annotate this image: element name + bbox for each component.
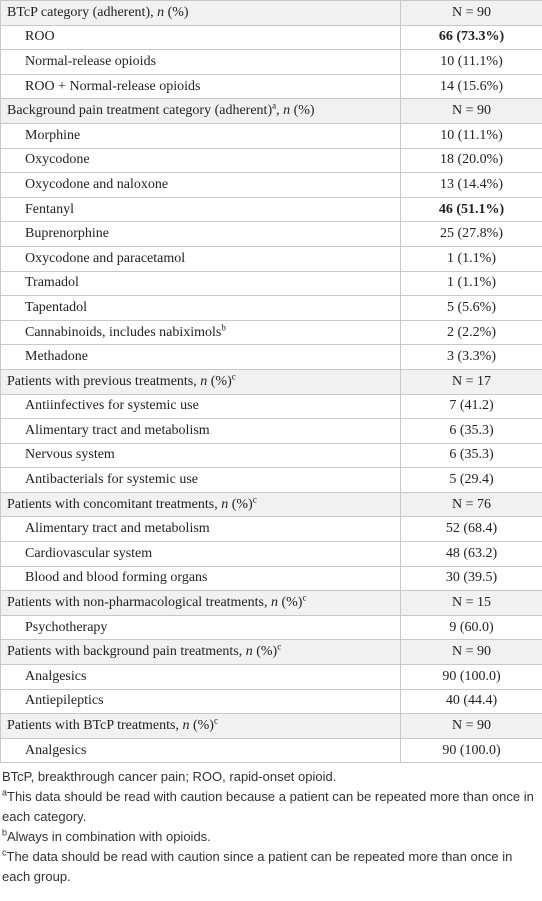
footnote-a-text: This data should be read with caution because a patient can be repeated more than once in each category. [2, 789, 534, 825]
section-label-cell [1, 492, 401, 517]
footnote-marker: a [272, 100, 277, 111]
row-label-cell [1, 50, 401, 75]
cell-value: N = 90 [451, 644, 491, 660]
row-value-cell [401, 50, 542, 75]
row-label-cell [1, 615, 401, 640]
row-label-cell [1, 320, 401, 345]
cell-value: 90 (100.0) [442, 742, 501, 758]
cell-value: 5 (29.4) [449, 472, 494, 488]
row-label-cell [1, 566, 401, 591]
row-label-cell [1, 665, 401, 690]
cell-value: 18 (20.0%) [440, 152, 503, 168]
cell-value: N = 90 [451, 718, 491, 734]
cell-value: N = 17 [451, 373, 491, 389]
row-value-cell [401, 517, 542, 542]
section-label-text: , [276, 103, 284, 119]
table-row [1, 50, 542, 75]
row-value-cell [401, 345, 542, 370]
table-row [1, 419, 542, 444]
section-label-text: Background pain treatment category (adherent) [7, 103, 273, 119]
table-row [1, 173, 542, 198]
cell-value: 6 (35.3) [449, 447, 494, 463]
footnote-marker: c [252, 494, 257, 505]
section-label-text: (%) [252, 644, 278, 660]
section-label-cell [1, 1, 401, 26]
cell-value: 13 (14.4%) [440, 176, 503, 192]
row-label-cell [1, 394, 401, 419]
table-row [1, 296, 542, 321]
row-label-cell [1, 542, 401, 567]
row-value-cell [401, 320, 542, 345]
section-total-cell [401, 369, 542, 394]
row-value-cell [401, 542, 542, 567]
row-label-cell [1, 197, 401, 222]
row-value-cell [401, 419, 542, 444]
cell-value: N = 90 [451, 4, 491, 20]
cell-value: N = 15 [451, 595, 491, 611]
row-label-text: Oxycodone [25, 152, 90, 168]
section-label-cell [1, 640, 401, 665]
row-label-text: Blood and blood forming organs [25, 570, 208, 586]
row-value-cell [401, 74, 542, 99]
n-symbol: n [200, 373, 208, 389]
cell-value: 2 (2.2%) [447, 324, 496, 340]
table-row [1, 222, 542, 247]
section-label-text: Patients with non-pharmacological treatments, [7, 595, 271, 611]
cell-value: N = 76 [451, 496, 491, 512]
table-row [1, 468, 542, 493]
table-row [1, 443, 542, 468]
footnote-b-text: Always in combination with opioids. [7, 829, 211, 845]
row-label-text: Analgesics [25, 668, 87, 684]
row-value-cell [401, 394, 542, 419]
table-row [1, 394, 542, 419]
cell-value: 52 (68.4) [445, 521, 498, 537]
row-label-cell [1, 148, 401, 173]
section-header-row [1, 99, 542, 124]
row-value-cell [401, 689, 542, 714]
row-value-cell [401, 665, 542, 690]
row-value-cell [401, 123, 542, 148]
cell-value: 1 (1.1%) [447, 250, 496, 266]
section-total-cell [401, 1, 542, 26]
section-header-row [1, 640, 542, 665]
footnote-b-marker: b [2, 828, 8, 839]
section-header-row [1, 1, 542, 26]
cell-value: 10 (11.1%) [440, 127, 503, 143]
table-footnotes [0, 763, 542, 887]
row-label-cell [1, 271, 401, 296]
cell-value: 25 (27.8%) [440, 226, 503, 242]
table-row [1, 345, 542, 370]
row-label-text: Antiepileptics [25, 693, 104, 709]
table-row [1, 123, 542, 148]
section-label-text: (%) [277, 595, 303, 611]
row-label-cell [1, 443, 401, 468]
table-row [1, 566, 542, 591]
footnote-marker: b [221, 321, 226, 332]
row-label-text: Tapentadol [25, 299, 87, 315]
cell-value: 9 (60.0) [449, 619, 494, 635]
table-row [1, 74, 542, 99]
section-label-text: Patients with previous treatments, [7, 373, 201, 389]
row-label-text: Normal-release opioids [25, 53, 157, 69]
section-total-cell [401, 99, 542, 124]
section-total-cell [401, 591, 542, 616]
footnote-marker: c [213, 715, 218, 726]
cell-value: 14 (15.6%) [440, 78, 503, 94]
section-label-text: Patients with BTcP treatments, [7, 718, 183, 734]
row-label-cell [1, 296, 401, 321]
row-label-text: Oxycodone and paracetamol [25, 250, 186, 266]
row-label-text: Cardiovascular system [25, 545, 153, 561]
table-row [1, 665, 542, 690]
row-value-cell [401, 148, 542, 173]
row-label-cell [1, 738, 401, 763]
cell-value: 30 (39.5) [445, 570, 498, 586]
row-value-cell [401, 25, 542, 50]
footnote-c-marker: c [2, 848, 7, 859]
section-label-text: Patients with concomitant treatments, [7, 496, 222, 512]
row-label-text: Psychotherapy [25, 619, 108, 635]
table-row [1, 246, 542, 271]
row-label-text: Analgesics [25, 742, 87, 758]
row-label-text: Methadone [25, 349, 88, 365]
n-symbol: n [221, 496, 229, 512]
cell-value: 5 (5.6%) [447, 299, 496, 315]
row-label-text: Fentanyl [25, 201, 74, 217]
row-label-cell [1, 468, 401, 493]
row-label-cell [1, 246, 401, 271]
row-label-text: Antibacterials for systemic use [25, 472, 199, 488]
row-value-cell [401, 615, 542, 640]
section-header-row [1, 369, 542, 394]
row-label-cell [1, 517, 401, 542]
row-value-cell [401, 222, 542, 247]
section-label-text: (%) [228, 496, 253, 512]
row-label-cell [1, 345, 401, 370]
row-label-text: Cannabinoids, includes nabiximols [25, 324, 222, 340]
cell-value: 3 (3.3%) [447, 349, 496, 365]
table-body [1, 1, 542, 763]
row-value-cell [401, 468, 542, 493]
row-label-text: Buprenorphine [25, 226, 109, 242]
n-symbol: n [157, 4, 165, 20]
table-row [1, 148, 542, 173]
section-label-text: (%) [189, 718, 214, 734]
row-label-text: Nervous system [25, 447, 115, 463]
n-symbol: n [182, 718, 190, 734]
row-value-cell [401, 246, 542, 271]
row-value-cell [401, 443, 542, 468]
section-header-row [1, 714, 542, 739]
section-total-cell [401, 492, 542, 517]
row-label-text: ROO + Normal-release opioids [25, 78, 201, 94]
table-row [1, 542, 542, 567]
row-label-cell [1, 74, 401, 99]
cell-value: 10 (11.1%) [440, 53, 503, 69]
row-label-text: Alimentary tract and metabolism [25, 422, 210, 438]
row-label-cell [1, 123, 401, 148]
row-label-cell [1, 25, 401, 50]
row-label-cell [1, 419, 401, 444]
row-value-cell [401, 296, 542, 321]
section-label-text: (%) [164, 4, 189, 20]
row-label-cell [1, 222, 401, 247]
footnote-marker: c [277, 641, 282, 652]
row-value-cell [401, 738, 542, 763]
cell-value: 46 (51.1%) [438, 201, 505, 217]
section-label-cell [1, 714, 401, 739]
row-label-text: Alimentary tract and metabolism [25, 521, 210, 537]
row-value-cell [401, 173, 542, 198]
table-row [1, 320, 542, 345]
footnote-c [2, 847, 540, 887]
footnote-a-marker: a [2, 788, 8, 799]
cell-value: 6 (35.3) [449, 422, 494, 438]
row-label-text: Tramadol [25, 275, 79, 291]
cell-value: 48 (63.2) [445, 545, 498, 561]
row-value-cell [401, 566, 542, 591]
footnote-b [2, 827, 540, 847]
table-row [1, 738, 542, 763]
footnote-c-text: The data should be read with caution since a patient can be repeated more than once in each group. [2, 849, 513, 885]
row-label-text: Morphine [25, 127, 81, 143]
table-row [1, 197, 542, 222]
n-symbol: n [245, 644, 253, 660]
table-row [1, 615, 542, 640]
footnote-a [2, 787, 540, 827]
n-symbol: n [283, 103, 291, 119]
section-label-text: (%) [290, 103, 315, 119]
section-label-cell [1, 369, 401, 394]
row-value-cell [401, 197, 542, 222]
row-label-text: Antiinfectives for systemic use [25, 398, 199, 414]
footnote-marker: c [302, 592, 307, 603]
row-label-cell [1, 689, 401, 714]
footnote-marker: c [231, 371, 236, 382]
cell-value: 7 (41.2) [449, 398, 494, 414]
section-label-text: BTcP category (adherent), [7, 4, 158, 20]
section-label-text: (%) [207, 373, 232, 389]
row-label-text: Oxycodone and naloxone [25, 176, 169, 192]
section-header-row [1, 591, 542, 616]
footnote-abbreviations: BTcP, breakthrough cancer pain; ROO, rapid-onset opioid. [2, 769, 337, 785]
cell-value: N = 90 [451, 103, 491, 119]
n-symbol: n [270, 595, 278, 611]
cell-value: 66 (73.3%) [438, 29, 505, 45]
section-label-text: Patients with background pain treatments, [7, 644, 246, 660]
table-row [1, 271, 542, 296]
section-total-cell [401, 714, 542, 739]
table-row [1, 689, 542, 714]
section-label-cell [1, 591, 401, 616]
section-header-row [1, 492, 542, 517]
row-label-text: ROO [25, 29, 55, 45]
table-row [1, 517, 542, 542]
table-row [1, 25, 542, 50]
section-total-cell [401, 640, 542, 665]
section-label-cell [1, 99, 401, 124]
cell-value: 1 (1.1%) [447, 275, 496, 291]
row-label-cell [1, 173, 401, 198]
row-value-cell [401, 271, 542, 296]
cell-value: 40 (44.4) [445, 693, 498, 709]
cell-value: 90 (100.0) [442, 668, 501, 684]
